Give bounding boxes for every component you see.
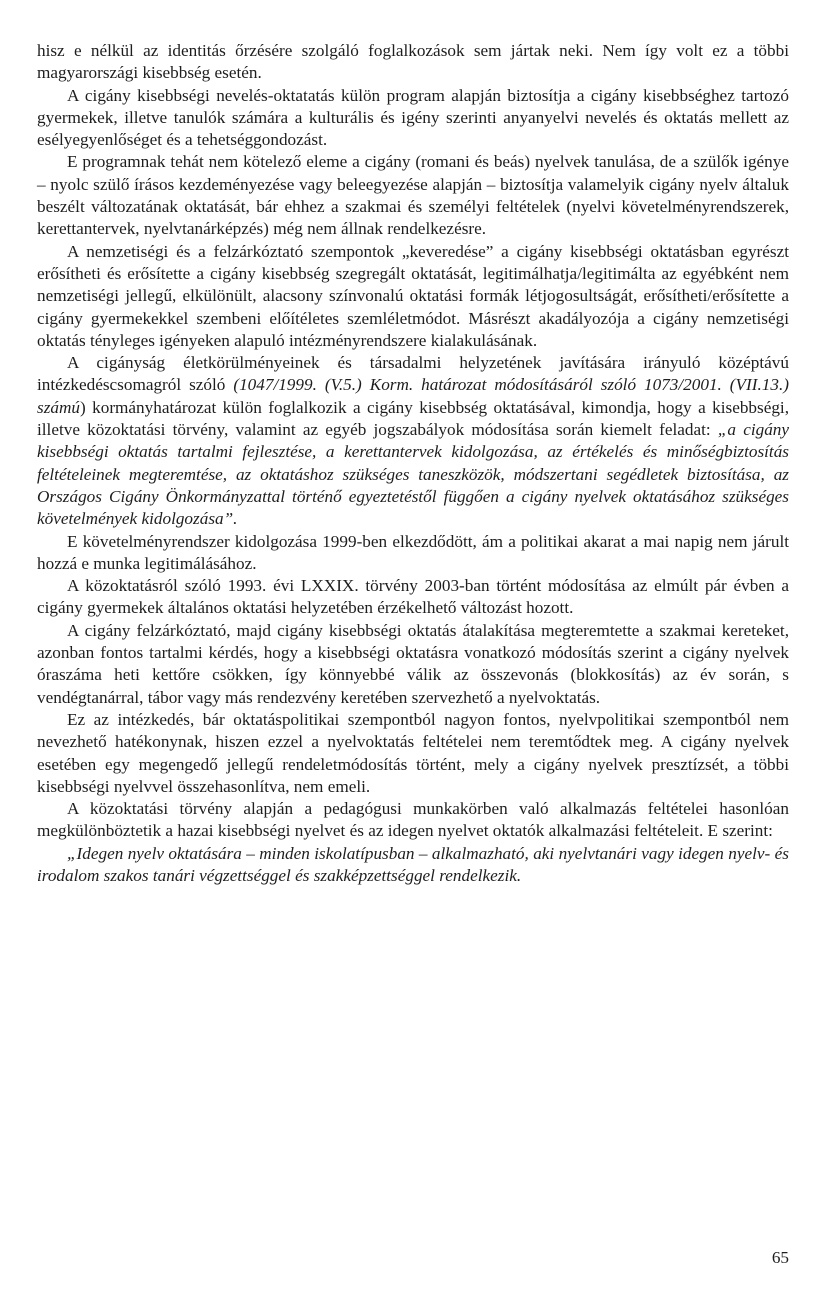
- paragraph: E programnak tehát nem kötelező eleme a cigány (romani és beás) nyelvek tanulása, de a szülők igénye – nyolc szülő írásos kezdeményezése vagy beleegyezése alapján – biztosítja valamelyik cigány nyelv általuk beszélt változatának oktatását, bár ehhez a szakmai és személyi feltételek (nyelvi követelményrendszerek, kerettantervek, nyelvtanárképzés) még nem állnak rendelkezésre.: [37, 152, 789, 239]
- paragraph: A cigány kisebbségi nevelés-oktatatás külön program alapján biztosítja a cigány kisebbséghez tartozó gyermekek, illetve tanulók számára a kulturális és igény szerinti anyanyelvi nevelés és oktatás mellett az esélyegyenlőséget és a tehetséggondozást.: [37, 85, 789, 150]
- law-quote-text: „Idegen nyelv oktatására – minden iskolatípusban – alkalmazható, aki nyelvtanári vagy idegen nyelv- és irodalom szakos tanári végzettséggel és szakképzettséggel rendelkezik.: [37, 843, 789, 885]
- page-number: 65: [771, 1248, 789, 1267]
- paragraph: Ez az intézkedés, bár oktatáspolitikai szempontból nagyon fontos, nyelvpolitikai szempontból nem nevezhető hatékonynak, hiszen ezzel a nyelvoktatás feltételei nem teremtődtek meg. A cigány nyelvek esetében egy megengedő jellegű rendeletmódosítás történt, mely a cigány nyelvek presztízsét, a többi kisebbségi nyelvvel összehasonlítva, nem emeli.: [37, 709, 789, 796]
- body-text: [37, 40, 789, 887]
- paragraph: E követelményrendszer kidolgozása 1999-ben elkezdődött, ám a politikai akarat a mai napig nem járult hozzá e munka legitimálásához.: [37, 531, 789, 573]
- decree-quote: „a cigány kisebbségi oktatás tartalmi fejlesztése, a kerettantervek kidolgozása, az értékelés és minőségbiztosítás feltételeinek megteremtése, az oktatáshoz szükséges taneszközök, módszertani segédletek biztosítása, az Országos Cigány Önkormányzattal történő egyeztetéstől függően a cigány nyelvek oktatásához szükséges követelmények kidolgozása”.: [37, 420, 790, 529]
- paragraph: A közoktatásról szóló 1993. évi LXXIX. törvény 2003-ban történt módosítása az elmúlt pár évben a cigány gyermekek általános oktatási helyzetében érzékelhető változást hozott.: [37, 576, 789, 618]
- paragraph-continuation: hisz e nélkül az identitás őrzésére szolgáló foglalkozások sem jártak neki. Nem így volt ez a többi magyarországi kisebbség esetén.: [37, 41, 789, 83]
- paragraph-with-citation: [37, 352, 789, 530]
- decree-reference: (1047/1999. (V.5.) Korm. határozat módosításáról szóló 1073/2001. (VII.13.) számú: [37, 375, 789, 417]
- paragraph: A nemzetiségi és a felzárkóztató szempontok „keveredése” a cigány kisebbségi oktatásban egyrészt erősítheti és erősítette a cigány kisebbség szegregált oktatását, legitimálhatja/legitimálta az egyébként nem nemzetiségi jellegű, elkülönült, alacsony színvonalú oktatási formák létjogosultságát, erősítheti/erősítette a cigány gyermekekkel szembeni előítéletes szemléletmódot. Másrészt akadályozója a cigány nemzetiségi oktatás tényleges igényeken alapuló intézményrendszere kialakulásának.: [37, 241, 789, 350]
- law-quote: [37, 843, 789, 888]
- citation-intro: A cigányság életkörülményeinek és társadalmi helyzetének javítására irányuló középtávú intézkedéscsomagról szóló: [37, 353, 789, 395]
- citation-middle: ) kormányhatározat külön foglalkozik a cigány kisebbség oktatásával, kimondja, hogy a kisebbségi, illetve közoktatási törvény, valamint az egyéb jogszabályok módosítása során kiemelt feladat:: [37, 397, 789, 440]
- paragraph: A cigány felzárkóztató, majd cigány kisebbségi oktatás átalakítása megteremtette a szakmai kereteket, azonban fontos tartalmi kérdés, hogy a kisebbségi oktatásra vonatkozó módosítás szerint a cigány nyelvek óraszáma heti kettőre csökken, így könnyebbé válik az összevonás (blokkosítás) az év során, s vendégtanárral, tábor vagy más rendezvény keretében szervezhető a nyelvoktatás.: [37, 620, 789, 707]
- paragraph: A közoktatási törvény alapján a pedagógusi munkakörben való alkalmazás feltételei hasonlóan megkülönböztetik a hazai kisebbségi nyelvet és az idegen nyelvet oktatók alkalmazási feltételeit. E szerint:: [37, 799, 789, 841]
